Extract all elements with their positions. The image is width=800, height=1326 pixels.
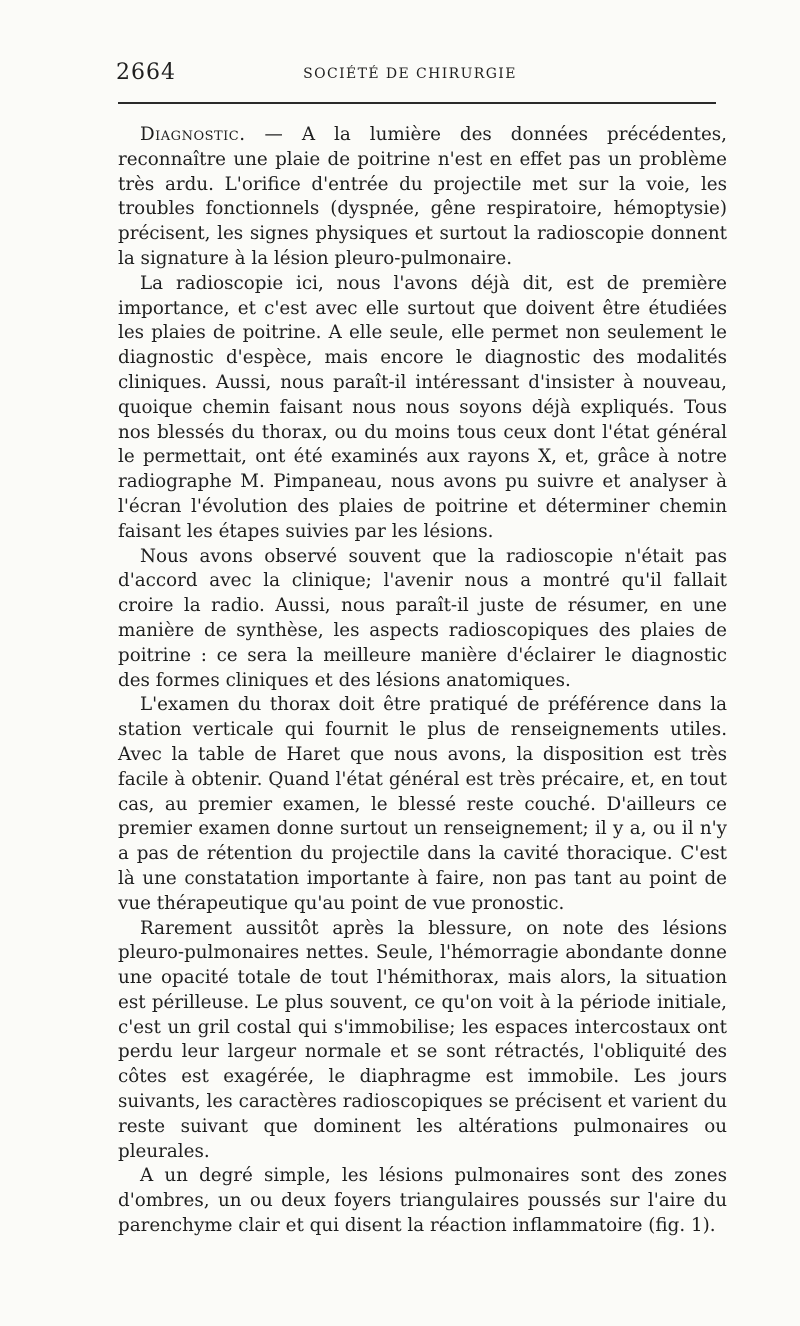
paragraph: A un degré simple, les lésions pulmonaires sont des zones d'ombres, un ou deux foyers triangulaires poussés sur l'aire du parenchyme clair et qui disent la réaction inflammatoire (fig. 1). (118, 1165, 727, 1237)
section-lead: Diagnostic. (140, 124, 246, 145)
paragraph: La radioscopie ici, nous l'avons déjà dit, est de première importance, et c'est avec elle surtout que doivent être étudiées les plaies de poitrine. A elle seule, elle permet non seulement le diagnostic d'espèce, mais encore le diagnostic des modalités cliniques. Aussi, nous paraît-il intéressant d'insister à nouveau, quoique chemin faisant nous nous soyons déjà expliqués. Tous nos blessés du thorax, ou du moins tous ceux dont l'état général le permettait, ont été examinés aux rayons X, et, grâce à notre radiographe M. Pimpaneau, nous avons pu suivre et analyser à l'écran l'évolution des plaies de poitrine et déterminer chemin faisant les étapes suivies par les lésions. (118, 272, 727, 542)
paragraph: Nous avons observé souvent que la radioscopie n'était pas d'accord avec la clinique; l'avenir nous a montré qu'il fallait croire la radio. Aussi, nous paraît-il juste de résumer, en une manière de synthèse, les aspects radioscopiques des plaies de poitrine : ce sera la meilleure manière d'éclairer le diagnostic des formes cliniques et des lésions anatomiques. (118, 545, 727, 691)
paragraph-diagnostic (118, 123, 727, 272)
paragraph: Rarement aussitôt après la blessure, on note des lésions pleuro-pulmonaires nettes. Seule, l'hémorragie abondante donne une opacité totale de tout l'hémithorax, mais alors, la situation est périlleuse. Le plus souvent, ce qu'on voit à la période initiale, c'est un gril costal qui s'immobilise; les espaces intercostaux ont perdu leur largeur normale et se sont rétractés, l'obliquité des côtes est exagérée, le diaphragme est immobile. Les jours suivants, les caractères radioscopiques se précisent et varient du reste suivant que dominent les altérations pulmonaires ou pleurales. (118, 917, 727, 1162)
running-title: SOCIÉTÉ DE CHIRURGIE (303, 66, 517, 82)
paragraph: L'examen du thorax doit être pratiqué de préférence dans la station verticale qui fournit le plus de renseignements utiles. Avec la table de Haret que nous avons, la disposition est très facile à obtenir. Quand l'état général est très précaire, et, en tout cas, au premier examen, le blessé reste couché. D'ailleurs ce premier examen donne surtout un renseignement; il y a, ou il n'y a pas de rétention du projectile dans la cavité thoracique. C'est là une constatation importante à faire, non pas tant au point de vue thérapeutique qu'au point de vue pronostic. (118, 694, 727, 914)
paragraph-text: — A la lumière des données précédentes, reconnaître une plaie de poitrine n'est en effet pas un problème très ardu. L'orifice d'entrée du projectile met sur la voie, les troubles fonctionnels (dyspnée, gêne respiratoire, hémoptysie) précisent, les signes physiques et surtout la radioscopie donnent la signature à la lésion pleuro-pulmonaire. (118, 124, 727, 269)
page-number: 2664 (116, 60, 176, 85)
body-text (118, 123, 727, 1239)
header-rule (118, 102, 716, 104)
